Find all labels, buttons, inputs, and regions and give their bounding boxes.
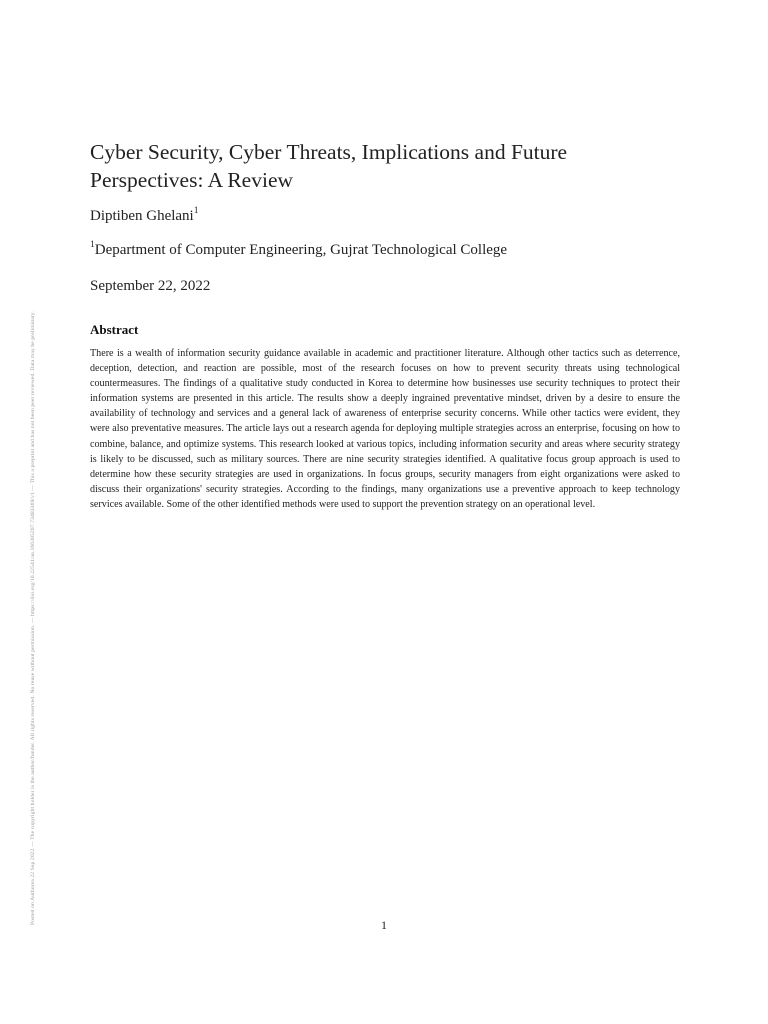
affiliation-text: Department of Computer Engineering, Gujrat Technological College bbox=[94, 242, 508, 258]
paper-date: September 22, 2022 bbox=[90, 278, 211, 294]
affiliation-line bbox=[90, 242, 507, 259]
abstract-text: There is a wealth of information security guidance available in academic and practitioner literature. Although other tactics such as deterrence, deception, detection, and reaction are possible, most of the research focuses on how to prevent security threats using technological countermeasures. The findings of a qualitative study conducted in Korea to determine how businesses use security techniques to protect their information systems are presented in this article. The results show a deeply ingrained preventative mindset, driven by a desire to ensure the availability of technology and services and a general lack of awareness of enterprise security concerns. While other tactics were evident, they were also preventative measures. The article lays out a research agenda for deploying multiple strategies across an enterprise, focusing on how to combine, balance, and optimize systems. This research looked at various topics, including information security and areas where security strategy is likely to be discussed, such as military sources. There are nine security strategies identified. A qualitative focus group approach is used to determine how these security strategies are used in organizations. In focus groups, security managers from eight organizations were asked to discuss their organizations' security strategies. According to the findings, many organizations use a preventive approach to keep technology services available. Some of the other identified methods were used to support the prevention strategy on an operational level. bbox=[90, 348, 680, 510]
author-name: Diptiben Ghelani bbox=[90, 208, 194, 224]
page-number: 1 bbox=[381, 918, 387, 932]
preprint-side-notice: Posted on Authorea 22 Sep 2022 — The copyright holder is the author/funder. All rights reserved. No reuse without permission. — https://doi.org/10.22541/au.166385207.73483369/v1 — This a preprint and has not been peer reviewed. Data may be preliminary. bbox=[30, 311, 36, 925]
abstract-heading: Abstract bbox=[90, 322, 139, 337]
affiliation-mark: 1 bbox=[90, 240, 95, 250]
author-affiliation-mark: 1 bbox=[193, 206, 199, 216]
author-line bbox=[90, 208, 198, 225]
paper-title: Cyber Security, Cyber Threats, Implications and Future Perspectives: A Review bbox=[90, 140, 568, 192]
